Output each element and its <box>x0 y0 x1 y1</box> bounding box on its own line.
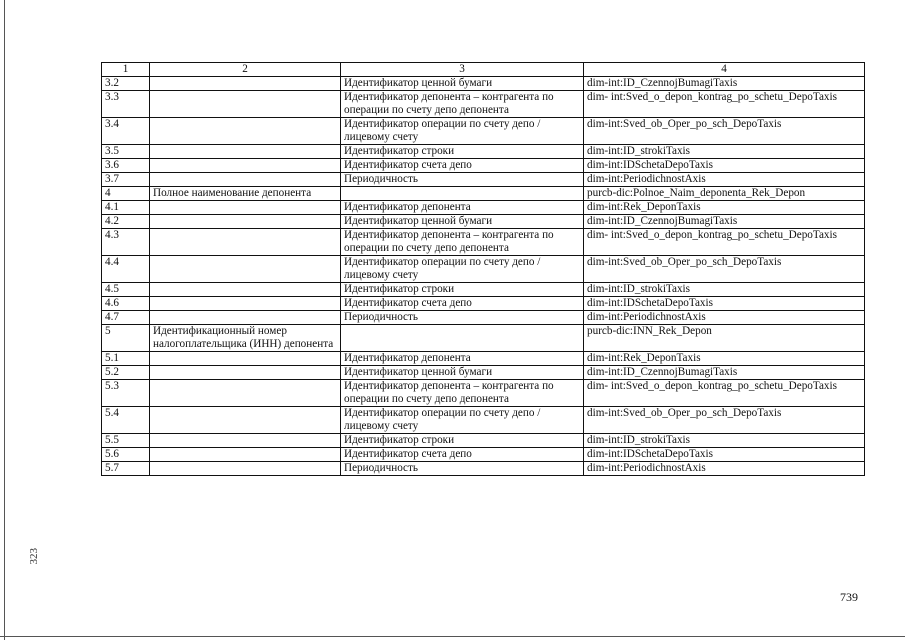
dimension-cell: Периодичность <box>341 462 584 476</box>
indicator-name-cell <box>150 145 341 159</box>
taxonomy-code-cell: dim-int:Rek_DeponTaxis <box>584 352 865 366</box>
taxonomy-code-cell: dim- int:Sved_o_depon_kontrag_po_schetu_DepoTaxis <box>584 380 865 407</box>
indicator-name-cell <box>150 229 341 256</box>
taxonomy-code-cell: dim-int:ID_strokiTaxis <box>584 434 865 448</box>
table-row <box>102 462 865 476</box>
taxonomy-code-cell: dim-int:ID_CzennojBumagiTaxis <box>584 215 865 229</box>
taxonomy-code-cell: dim-int:IDSchetaDepoTaxis <box>584 159 865 173</box>
taxonomy-code-cell: dim-int:ID_CzennojBumagiTaxis <box>584 77 865 91</box>
taxonomy-table <box>101 62 865 476</box>
table-row <box>102 352 865 366</box>
table-row <box>102 215 865 229</box>
indicator-name-cell <box>150 77 341 91</box>
margin-stamp <box>30 548 40 565</box>
dimension-cell: Идентификатор операции по счету депо / лицевому счету <box>341 407 584 434</box>
dimension-cell: Периодичность <box>341 311 584 325</box>
row-number-cell: 3.6 <box>102 159 150 173</box>
indicator-name-cell <box>150 91 341 118</box>
indicator-name-cell <box>150 118 341 145</box>
dimension-cell: Идентификатор счета депо <box>341 297 584 311</box>
taxonomy-code-cell: dim-int:ID_strokiTaxis <box>584 283 865 297</box>
indicator-name-cell <box>150 297 341 311</box>
column-header-4: 4 <box>584 63 865 77</box>
indicator-name-cell <box>150 448 341 462</box>
taxonomy-code-cell: dim-int:Sved_ob_Oper_po_sch_DepoTaxis <box>584 407 865 434</box>
taxonomy-code-cell: dim-int:ID_strokiTaxis <box>584 145 865 159</box>
page-number: 739 <box>840 590 858 604</box>
row-number-cell: 5 <box>102 325 150 352</box>
dimension-cell <box>341 187 584 201</box>
dimension-cell <box>341 325 584 352</box>
row-number-cell: 3.4 <box>102 118 150 145</box>
dimension-cell: Идентификатор строки <box>341 145 584 159</box>
dimension-cell: Идентификатор строки <box>341 434 584 448</box>
indicator-name-cell <box>150 462 341 476</box>
taxonomy-code-cell: purcb-dic:INN_Rek_Depon <box>584 325 865 352</box>
row-number-cell: 5.7 <box>102 462 150 476</box>
taxonomy-code-cell: dim-int:IDSchetaDepoTaxis <box>584 297 865 311</box>
taxonomy-code-cell: dim-int:Rek_DeponTaxis <box>584 201 865 215</box>
row-number-cell: 5.2 <box>102 366 150 380</box>
dimension-cell: Идентификатор строки <box>341 283 584 297</box>
indicator-name-cell: Идентификационный номер налогоплательщика (ИНН) депонента <box>150 325 341 352</box>
taxonomy-code-cell: dim-int:ID_CzennojBumagiTaxis <box>584 366 865 380</box>
indicator-name-cell <box>150 407 341 434</box>
margin-stamp-text: 323 <box>28 548 40 565</box>
table-row <box>102 201 865 215</box>
table-row <box>102 297 865 311</box>
table-row <box>102 366 865 380</box>
row-number-cell: 3.5 <box>102 145 150 159</box>
row-number-cell: 3.2 <box>102 77 150 91</box>
table-row <box>102 77 865 91</box>
table-row <box>102 380 865 407</box>
row-number-cell: 4.5 <box>102 283 150 297</box>
dimension-cell: Идентификатор депонента <box>341 352 584 366</box>
row-number-cell: 4.2 <box>102 215 150 229</box>
table-header-row <box>102 63 865 77</box>
column-header-3: 3 <box>341 63 584 77</box>
row-number-cell: 5.6 <box>102 448 150 462</box>
table-row <box>102 256 865 283</box>
table-row <box>102 159 865 173</box>
dimension-cell: Идентификатор операции по счету депо / лицевому счету <box>341 118 584 145</box>
table-row <box>102 173 865 187</box>
dimension-cell: Идентификатор ценной бумаги <box>341 77 584 91</box>
indicator-name-cell <box>150 352 341 366</box>
row-number-cell: 4.3 <box>102 229 150 256</box>
dimension-cell: Периодичность <box>341 173 584 187</box>
row-number-cell: 5.5 <box>102 434 150 448</box>
row-number-cell: 3.7 <box>102 173 150 187</box>
dimension-cell: Идентификатор счета депо <box>341 159 584 173</box>
table-row <box>102 434 865 448</box>
row-number-cell: 5.1 <box>102 352 150 366</box>
indicator-name-cell <box>150 283 341 297</box>
taxonomy-code-cell: dim- int:Sved_o_depon_kontrag_po_schetu_DepoTaxis <box>584 229 865 256</box>
taxonomy-code-cell: dim-int:IDSchetaDepoTaxis <box>584 448 865 462</box>
taxonomy-code-cell: dim- int:Sved_o_depon_kontrag_po_schetu_DepoTaxis <box>584 91 865 118</box>
row-number-cell: 5.4 <box>102 407 150 434</box>
table-body <box>102 77 865 476</box>
column-header-2: 2 <box>150 63 341 77</box>
indicator-name-cell <box>150 159 341 173</box>
dimension-cell: Идентификатор депонента – контрагента по операции по счету депо депонента <box>341 380 584 407</box>
dimension-cell: Идентификатор счета депо <box>341 448 584 462</box>
indicator-name-cell <box>150 173 341 187</box>
indicator-name-cell <box>150 366 341 380</box>
row-number-cell: 4.1 <box>102 201 150 215</box>
indicator-name-cell <box>150 434 341 448</box>
column-header-1: 1 <box>102 63 150 77</box>
taxonomy-code-cell: purcb-dic:Polnoe_Naim_deponenta_Rek_Depon <box>584 187 865 201</box>
indicator-name-cell <box>150 201 341 215</box>
table-row <box>102 118 865 145</box>
page-bottom-border <box>0 636 905 637</box>
dimension-cell: Идентификатор депонента – контрагента по операции по счету депо депонента <box>341 229 584 256</box>
row-number-cell: 4.7 <box>102 311 150 325</box>
taxonomy-code-cell: dim-int:PeriodichnostAxis <box>584 173 865 187</box>
dimension-cell: Идентификатор депонента <box>341 201 584 215</box>
row-number-cell: 5.3 <box>102 380 150 407</box>
taxonomy-code-cell: dim-int:Sved_ob_Oper_po_sch_DepoTaxis <box>584 118 865 145</box>
dimension-cell: Идентификатор депонента – контрагента по операции по счету депо депонента <box>341 91 584 118</box>
dimension-cell: Идентификатор ценной бумаги <box>341 215 584 229</box>
indicator-name-cell <box>150 256 341 283</box>
row-number-cell: 4.6 <box>102 297 150 311</box>
taxonomy-code-cell: dim-int:PeriodichnostAxis <box>584 311 865 325</box>
indicator-name-cell <box>150 311 341 325</box>
page-left-border <box>4 0 5 640</box>
table-row <box>102 145 865 159</box>
row-number-cell: 4.4 <box>102 256 150 283</box>
table-row <box>102 407 865 434</box>
table-row <box>102 187 865 201</box>
table-row <box>102 311 865 325</box>
table-row <box>102 325 865 352</box>
taxonomy-code-cell: dim-int:Sved_ob_Oper_po_sch_DepoTaxis <box>584 256 865 283</box>
dimension-cell: Идентификатор операции по счету депо / лицевому счету <box>341 256 584 283</box>
table-row <box>102 283 865 297</box>
table-row <box>102 448 865 462</box>
taxonomy-code-cell: dim-int:PeriodichnostAxis <box>584 462 865 476</box>
indicator-name-cell <box>150 380 341 407</box>
table-row <box>102 229 865 256</box>
row-number-cell: 3.3 <box>102 91 150 118</box>
row-number-cell: 4 <box>102 187 150 201</box>
indicator-name-cell: Полное наименование депонента <box>150 187 341 201</box>
dimension-cell: Идентификатор ценной бумаги <box>341 366 584 380</box>
indicator-name-cell <box>150 215 341 229</box>
table-row <box>102 91 865 118</box>
